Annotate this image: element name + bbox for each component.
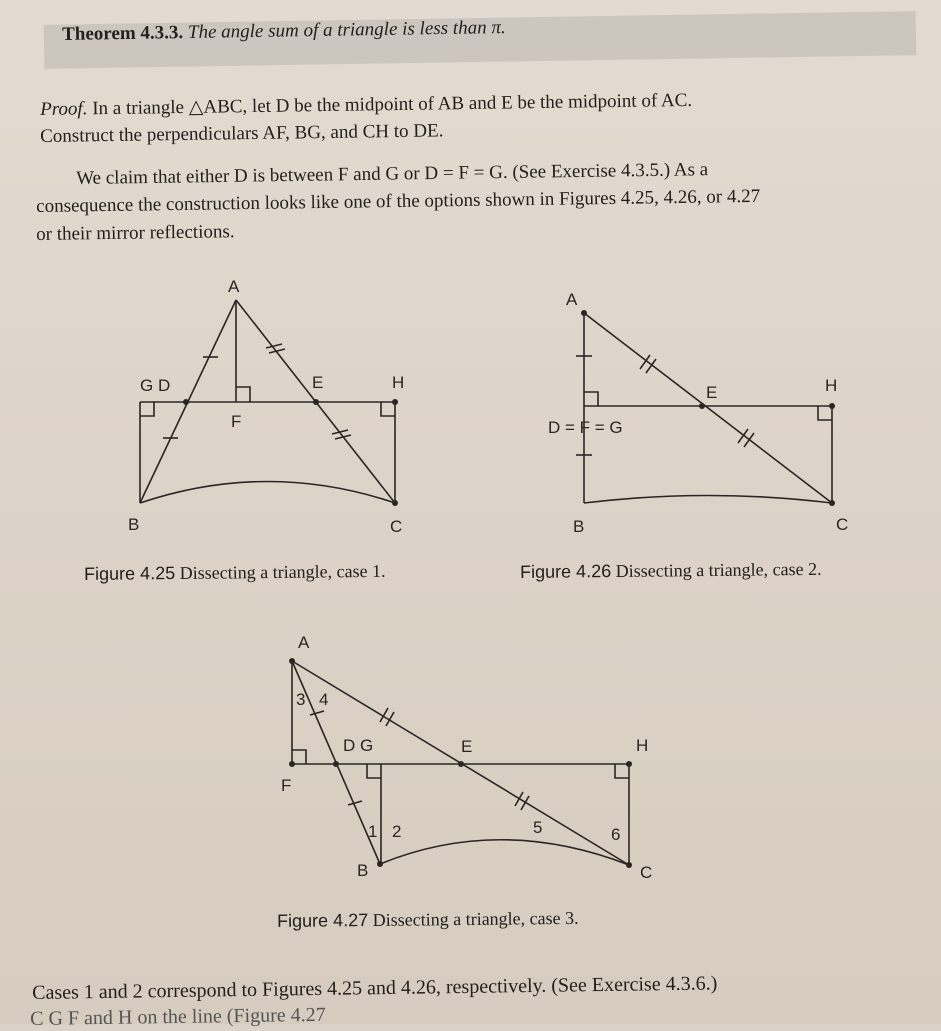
fig27-label-A: A: [298, 633, 310, 652]
fig27-angle-4: 4: [319, 690, 329, 709]
fig26-label-C: C: [836, 515, 849, 534]
fig27-label-E: E: [461, 737, 473, 756]
fig27-caption-text: Dissecting a triangle, case 3.: [372, 907, 579, 930]
fig27-label-DG: D G: [343, 736, 374, 755]
fig27-angle-3: 3: [296, 690, 306, 709]
fig27-angle-5: 5: [533, 818, 543, 837]
footer-line-2-partial: C G F and H on the line (Figure 4.27: [30, 1003, 326, 1030]
fig27-caption-number: Figure 4.27: [277, 910, 369, 931]
fig25-label-B: B: [128, 515, 140, 534]
fig26-label-B: B: [573, 517, 585, 536]
fig27-label-F: F: [281, 776, 292, 795]
fig25-label-C: C: [390, 517, 403, 536]
figure-4-27-caption: [277, 908, 579, 932]
theorem-label: Theorem 4.3.3.: [62, 22, 184, 45]
fig26-label-E: E: [706, 383, 718, 402]
claim-line-3: or their mirror reflections.: [36, 221, 235, 245]
fig26-label-DFG: D = F = G: [548, 418, 623, 437]
fig27-label-C: C: [640, 863, 653, 882]
fig25-label-F: F: [231, 412, 242, 431]
proof-label: Proof.: [40, 98, 88, 120]
fig27-angle-1: 1: [368, 822, 378, 841]
fig25-label-H: H: [392, 373, 405, 392]
fig27-label-H: H: [636, 736, 649, 755]
fig26-caption-number: Figure 4.26: [520, 561, 612, 582]
claim-line-1: We claim that either D is between F and G or D = F = G. (See Exercise 4.3.5.) As a: [76, 159, 709, 189]
fig25-caption-text: Dissecting a triangle, case 1.: [179, 560, 386, 583]
fig25-caption-number: Figure 4.25: [84, 563, 176, 584]
fig26-label-H: H: [825, 376, 838, 395]
fig25-label-A: A: [228, 277, 240, 296]
proof-line-2: Construct the perpendiculars AF, BG, and CH to DE.: [40, 120, 444, 147]
fig26-label-A: A: [566, 290, 578, 309]
fig25-label-E: E: [312, 373, 324, 392]
claim-line-2: consequence the construction looks like one of the options shown in Figures 4.25, 4.26, or 4.27: [36, 185, 761, 217]
fig25-label-GD: G D: [140, 376, 171, 395]
fig27-angle-6: 6: [611, 825, 621, 844]
fig27-angle-2: 2: [392, 822, 402, 841]
proof-text-1: In a triangle △ABC, let D be the midpoint of AB and E be the midpoint of AC.: [92, 89, 693, 120]
theorem-text: The angle sum of a triangle is less than π.: [187, 17, 506, 44]
footer-line-1: Cases 1 and 2 correspond to Figures 4.25 and 4.26, respectively. (See Exercise 4.3.6.): [32, 972, 718, 1004]
fig26-caption-text: Dissecting a triangle, case 2.: [615, 558, 822, 581]
fig27-label-B: B: [357, 861, 369, 880]
